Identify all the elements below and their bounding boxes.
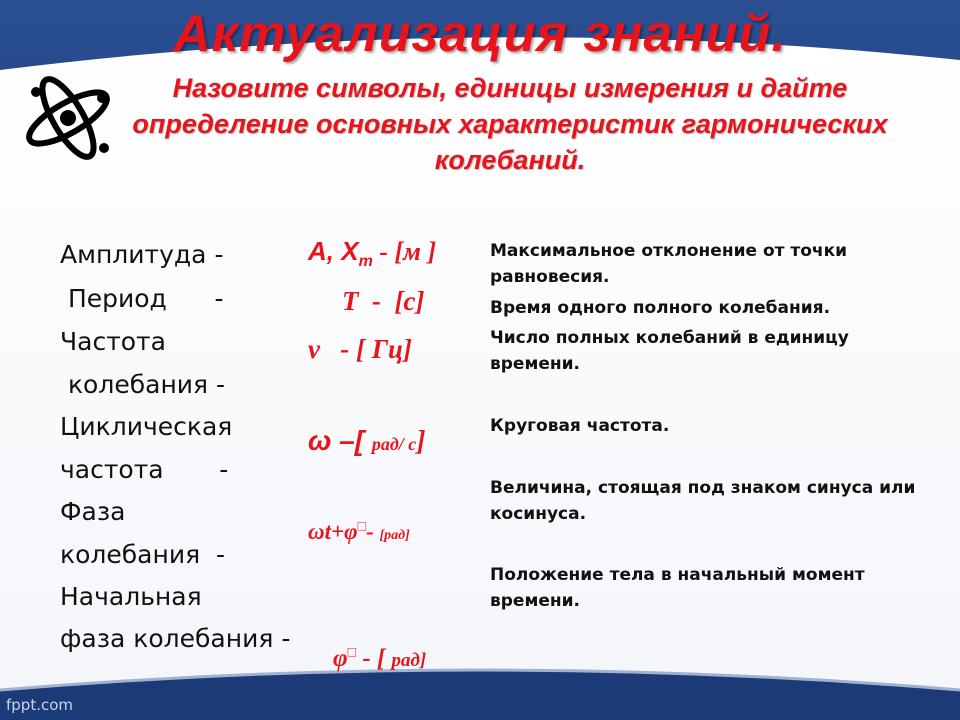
symbol-frequency: ν - [ Гц] xyxy=(308,334,413,364)
atom-icon xyxy=(22,68,114,168)
name-cyclic-line1: Циклическая xyxy=(60,412,233,441)
definition-phase: Величина, стоящая под знаком синуса или косинуса. xyxy=(490,478,916,524)
name-frequency-line2: колебания - xyxy=(60,370,226,399)
name-amplitude: Амплитуда - xyxy=(60,240,224,269)
slide-subtitle: Назовите символы, единицы измерения и дайте определение основных характеристик гармонических колебаний. xyxy=(132,73,888,175)
symbol-period: T - [c] xyxy=(342,286,425,316)
name-frequency-line1: Частота xyxy=(60,327,166,356)
definition-frequency: Число полных колебаний в единицу времени. xyxy=(490,328,849,374)
name-phase-line1: Фаза xyxy=(60,497,126,526)
name-period: Период - xyxy=(60,284,224,313)
symbol-amplitude: A, $X_m - [м$ ] xyxy=(308,236,437,271)
name-initial-phase-line2: фаза колебания - xyxy=(60,624,291,653)
symbol-phase: ωt+φ□- [рад] xyxy=(308,519,410,544)
definition-period: Время одного полного колебания. xyxy=(490,298,831,318)
name-cyclic-line2: частота - xyxy=(60,455,229,484)
slide-title: Актуализация знаний. xyxy=(173,5,787,63)
name-initial-phase-line1: Начальная xyxy=(60,582,202,611)
name-phase-line2: колебания - xyxy=(60,540,226,569)
symbol-initial-phase: φ□ - [ рад] xyxy=(333,645,427,672)
definition-amplitude: Максимальное отклонение от точки равновесия. xyxy=(490,241,848,287)
definition-cyclic-frequency: Круговая частота. xyxy=(490,416,670,436)
definition-initial-phase: Положение тела в начальный момент времени. xyxy=(490,565,865,611)
symbol-cyclic-frequency: ω –[ рад/ с] xyxy=(308,425,426,457)
watermark: fppt.com xyxy=(6,696,74,714)
